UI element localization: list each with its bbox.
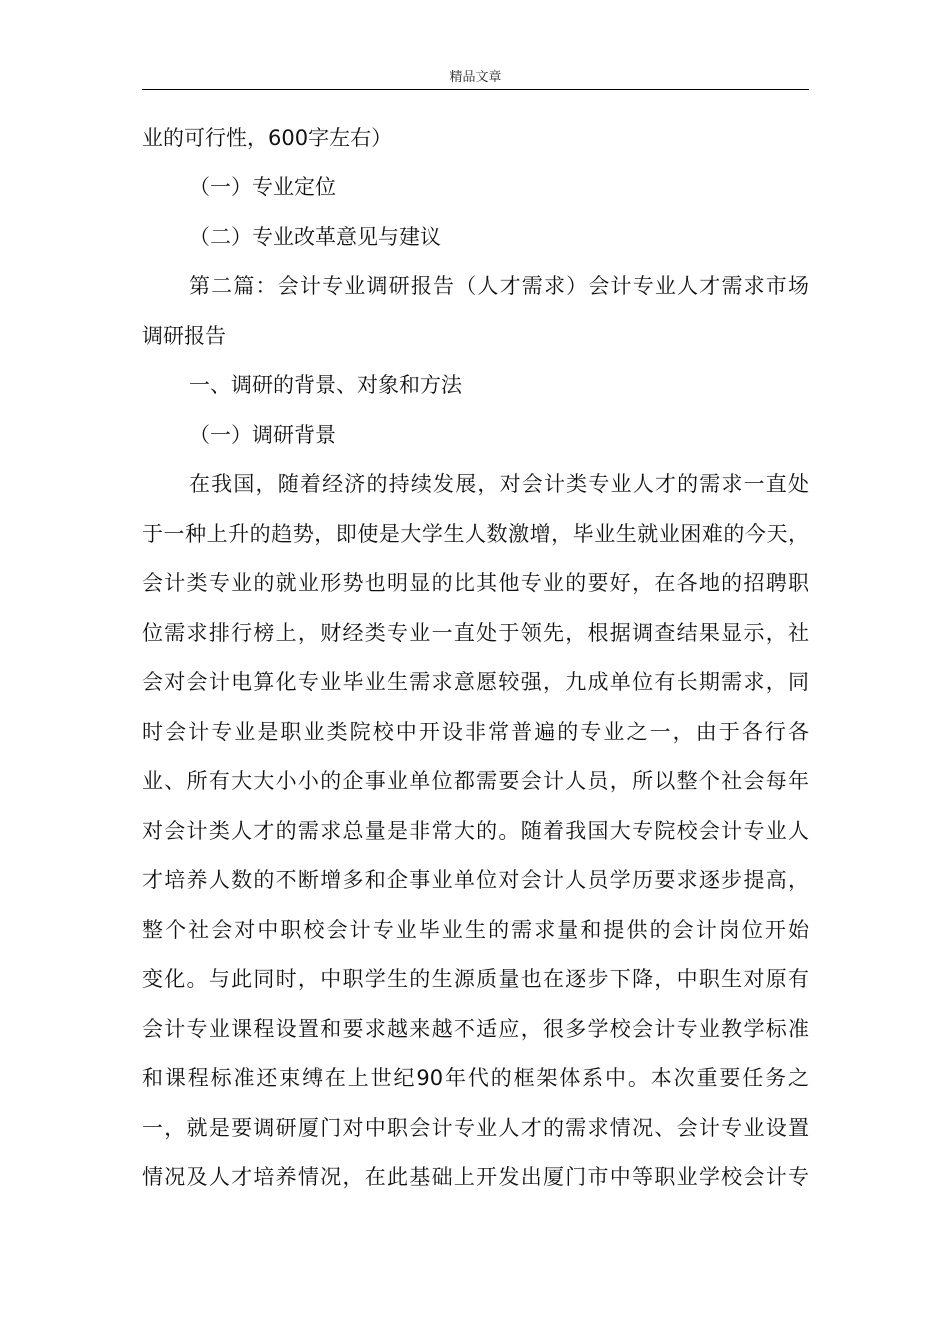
section-heading: （一）专业定位	[189, 175, 336, 199]
text-line: 业的可行性，600字左右）	[142, 126, 393, 150]
paragraph-line: 于一种上升的趋势，即使是大学生人数激增，毕业生就业困难的今天，	[142, 522, 809, 546]
chapter-title-line: 第二篇：会计专业调研报告（人才需求）会计专业人才需求市场	[189, 274, 809, 298]
paragraph-line: 对会计类人才的需求总量是非常大的。随着我国大专院校会计专业人	[142, 819, 809, 843]
paragraph-line: 会计类专业的就业形势也明显的比其他专业的要好，在各地的招聘职	[142, 571, 809, 595]
chapter-title-line: 调研报告	[142, 324, 226, 348]
paragraph-line: 情况及人才培养情况，在此基础上开发出厦门市中等职业学校会计专	[142, 1165, 809, 1189]
paragraph-line: 和课程标准还束缚在上世纪90年代的框架体系中。本次重要任务之	[142, 1066, 809, 1090]
paragraph-line: 位需求排行榜上，财经类专业一直处于领先，根据调查结果显示，社	[142, 621, 809, 645]
paragraph-line: 在我国，随着经济的持续发展，对会计类专业人才的需求一直处	[189, 472, 809, 496]
section-heading: （一）调研背景	[189, 423, 336, 447]
paragraph-line: 业、所有大大小小的企事业单位都需要会计人员，所以整个社会每年	[142, 769, 809, 793]
section-heading: （二）专业改革意见与建议	[189, 225, 441, 249]
section-heading: 一、调研的背景、对象和方法	[189, 373, 462, 397]
page-header: 精品文章	[449, 70, 502, 85]
paragraph-line: 时会计专业是职业类院校中开设非常普遍的专业之一，由于各行各	[142, 720, 809, 744]
header-divider	[142, 89, 809, 90]
paragraph-line: 会计专业课程设置和要求越来越不适应，很多学校会计专业教学标准	[142, 1017, 809, 1041]
paragraph-line: 会对会计电算化专业毕业生需求意愿较强，九成单位有长期需求，同	[142, 670, 809, 694]
paragraph-line: 整个社会对中职校会计专业毕业生的需求量和提供的会计岗位开始	[142, 918, 809, 942]
paragraph-line: 变化。与此同时，中职学生的生源质量也在逐步下降，中职生对原有	[142, 967, 809, 991]
paragraph-line: 才培养人数的不断增多和企事业单位对会计人员学历要求逐步提高，	[142, 868, 809, 892]
paragraph-line: 一，就是要调研厦门对中职会计专业人才的需求情况、会计专业设置	[142, 1116, 809, 1140]
